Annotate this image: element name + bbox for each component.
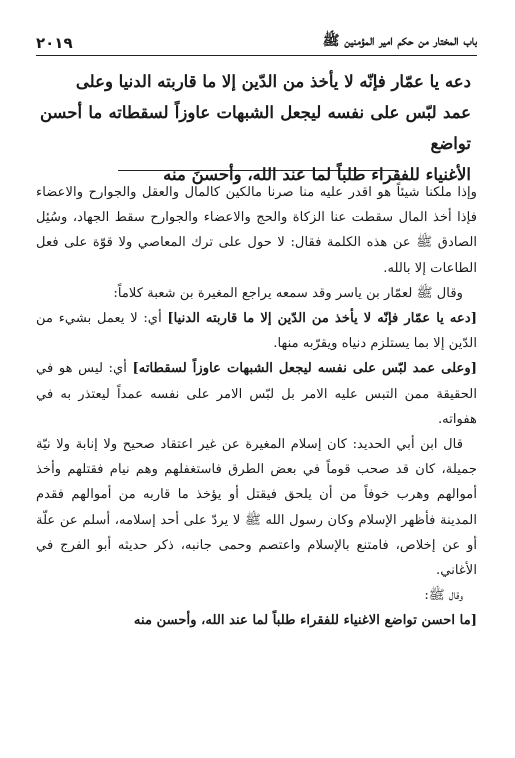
commentary-text: [36, 180, 477, 634]
quote-line: دعه يا عمّار فإنّه لا يأخذ من الدّين إلا ما قاربته الدنيا وعلى: [75, 72, 471, 91]
paragraph: وقال ﷺ:: [424, 588, 463, 604]
quoted-saying: [وعلى عمد لبّس على نفسه ليجعل الشبهات عاوزاً لسقطاته]: [132, 361, 477, 377]
chapter-title: باب المختار من حكم امير المؤمنين ﷺ: [322, 33, 477, 49]
page-header: [36, 26, 477, 56]
paragraph: [36, 306, 477, 356]
paragraph: قال ابن أبي الحديد: كان إسلام المغيرة عن غير اعتقاد صحيح ولا إنابة ولا نيّة جميلة، كان قد صحب قوماً في بعض الطرق فاستغفلهم وهم نيام فقتلهم وأخذ أموالهم وهرب خوفاً من أن يلحق فيقتل أو يؤخذ ما قاربه من أموالهم فقدم المدينة فأظهر الإسلام وكان رسول الله ﷺ لا يردّ على أحد إسلامه، أسلم عن علّة أو عن إخلاص، فامتنع بالإسلام واعتصم وحمى جانبه، ذكر حديثه أبو الفرج في الأغاني.: [36, 437, 477, 579]
section-divider: [118, 170, 398, 171]
quote-line: عمد لبّس على نفسه ليجعل الشبهات عاوزاً لسقطاته ما أحسن تواضع: [40, 103, 471, 153]
quoted-saying: [ما احسن تواضع الاغنياء للفقراء طلباً لما عند الله، وأحسن منه: [133, 613, 477, 629]
paragraph: [36, 356, 477, 432]
paragraph: وقال ﷺ لعمّار بن ياسر وقد سمعه يراجع المغيرة بن شعبة كلاماً:: [113, 285, 463, 301]
quote-line: الأغنياء للفقراء طلباً لما عند الله، وأحسنَ منه: [163, 165, 471, 184]
quote-block: [40, 66, 471, 190]
quoted-saying: [دعه يا عمّار فإنّه لا يأخذ من الدّين إلا ما قاربته الدنيا]: [167, 311, 477, 327]
explanation: أي: لا يعمل بشيء من الدّين إلا بما يستلزم دنياه ويقرّبه منها.: [36, 311, 477, 352]
paragraph: وإذا ملكنا شيئاً هو اقدر عليه منا صرنا مالكين كالمال والعقل والجوارح والاعضاء فإذا أخذ المال سقطت عنا الزكاة والحج والاعضاء والجوارح سقط الجهاد، وسُئِل الصادق ﷺ عن هذه الكلمة فقال: لا حول على ترك المعاصي ولا قوّة على فعل الطاعات إلا بالله.: [36, 185, 477, 276]
page-number: ٢٠١٩: [36, 34, 73, 52]
explanation: أي: ليس هو في الحقيقة ممن التبس عليه الامر بل لبّس الامر على نفسه عمداً ليعتذر به في هفواته.: [36, 361, 477, 427]
